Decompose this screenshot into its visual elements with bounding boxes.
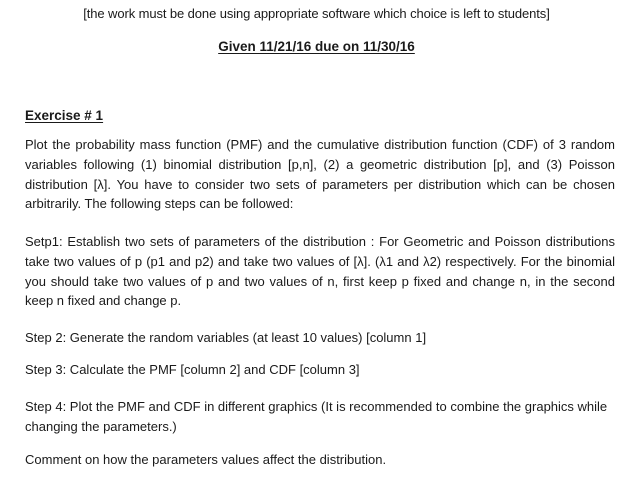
step-3: Step 3: Calculate the PMF [column 2] and CDF [column 3] <box>25 362 360 377</box>
software-note: [the work must be done using appropriate software which choice is left to students] <box>83 6 550 21</box>
step-4: Step 4: Plot the PMF and CDF in different graphics (It is recommended to combine the graphics while changing the parameters.) <box>25 399 608 434</box>
comment-instruction: Comment on how the parameters values affect the distribution. <box>25 452 387 467</box>
step-1: Setp1: Establish two sets of parameters of the distribution : For Geometric and Poisson distributions take two values of p (p1 and p2) and take two values of [λ]. (λ1 and λ2) respectively. For the binomial you should take two values of p and two values of n, first keep p fixed and change n, in the second keep n fixed and change p. <box>25 234 615 309</box>
exercise-intro: Plot the probability mass function (PMF) and the cumulative distribution function (CDF) of 3 random variables following (1) binomial distribution [p,n], (2) a geometric distribution [p], and (3) Poisson distribution [λ]. You have to consider two sets of parameters per distribution which can be chosen arbitrarily. The following steps can be followed: <box>25 137 615 212</box>
exercise-title: Exercise # 1 <box>25 108 104 123</box>
due-dates: Given 11/21/16 due on 11/30/16 <box>218 39 415 54</box>
step-2: Step 2: Generate the random variables (at least 10 values) [column 1] <box>25 330 427 345</box>
